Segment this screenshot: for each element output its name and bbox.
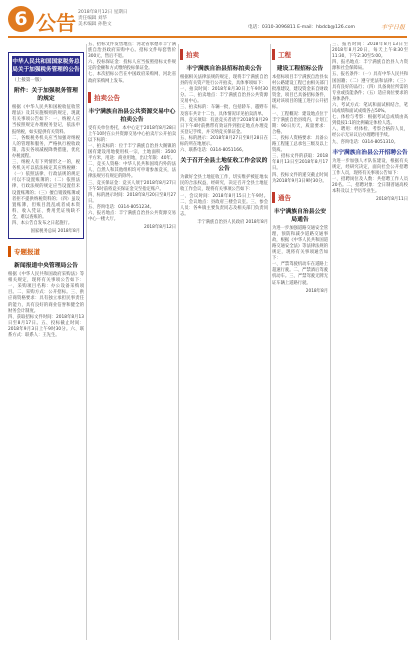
designer-credit: 美术编辑 孙艳文 (78, 22, 112, 27)
section-label: 工程 (272, 49, 294, 60)
paragraph: 四、获取招标文件时间：2018年8月13日至8月17日。五、投标截止时间：2018年9月3日上午9时30分。六、联系方式：联系人：王先生。 (8, 314, 84, 339)
paragraph: 一、拍卖时间：2018年8月30日上午9时30分。二、拍卖地点：丰宁满族自治县公共资源交易中心。 (180, 87, 268, 105)
section-title: 新闻报道中央管理局公告 (14, 263, 78, 270)
column-1 (8, 42, 84, 642)
paragraph: 一、严禁驾驶机动车在道路上超速行驶。二、严禁酒后驾驶机动车。三、严禁驾驶无牌无证车辆上道路行驶。 (272, 262, 328, 286)
column-5 (332, 42, 408, 642)
column-3 (180, 42, 268, 642)
paragraph: 六、考试方式：笔试和面试相结合，笔试成绩和面试成绩各占50%。 (332, 102, 408, 115)
article-title: 丰宁满族自治县公开招聘公告 (332, 149, 408, 156)
box-heading: 附件：关于加强税务管理的规定 (14, 88, 78, 103)
newspaper-logo: 丰宁日报 (380, 24, 405, 31)
paragraph: 为进一步加强道路交通安全管理，预防和减少道路交通事故，根据《中华人民共和国道路交通安全法》等法律法规的规定，现将有关事项通告如下： (272, 225, 328, 262)
paragraph: 本招标项目丰宁满族自治县农村公路建设工程已由相关部门批准建设，建设资金来自财政资金，项目已具备招标条件，现对该项目的施工进行公开招标。 (272, 75, 328, 111)
paragraph: 八、聘用：经体检、考察合格的人员，经公示无异议后办理聘用手续。 (332, 127, 408, 139)
page-title: 公告 (36, 11, 76, 35)
paragraph: 四、竞买须知：有意竞买者请于2018年8月29日下午4时前携带有效证件到指定地点办理竞买登记手续，并交纳竞买保证金。 (180, 117, 268, 135)
box-subtitle: （上接第一版） (12, 78, 45, 83)
box-title: 中华人民共和国国家税务总局关于加强税务管理的公告 (12, 56, 80, 76)
article-signature: 2018年8月11日 (375, 197, 408, 203)
paragraph: 为做好全县土地征收工作，切实维护被征地农民的合法权益，经研究，决定召开全县土地征收工作会议，现将有关事项公告如下： (180, 175, 268, 193)
paragraph: 一、会议时间：2018年8月15日上午9时。二、会议地点：县政府三楼会议室。三、参会人员：各乡镇主要负责同志及相关部门负责同志。 (180, 193, 268, 217)
paragraph: 二、各级税务机关应当加强对纳税人的管理和服务，严格执行税收政策，落实各项减税降费措施，优化办税流程。 (12, 135, 80, 159)
header-rule (8, 36, 407, 38)
issue-date: 2018年8月12日 星期日 (78, 10, 128, 15)
article-title: 关于召开全县土地征收工作会议的公告 (180, 158, 268, 173)
paragraph: 五、报名条件：（一）具有中华人民共和国国籍；（二）遵守宪法和法律；（三）具有良好的品行；（四）具备岗位所需的专业或技能条件；（五）适应岗位要求的身体条件。 (332, 72, 408, 102)
article-signature: 2018年8月 (305, 288, 328, 294)
section-label: 通告 (272, 192, 294, 203)
section-label: 拍卖 (180, 49, 202, 60)
article-title: 丰宁满族自治县招标拍卖公告 (186, 66, 262, 72)
page-header (0, 0, 415, 42)
paragraph: 一、招聘岗位及人数：共招聘工作人员20名。二、招聘对象：全日制普通高校本科及以上学历毕业生。 (332, 176, 408, 195)
paragraph: 六、投标保证金：投标人应当按照招标文件规定的金额和方式缴纳投标保证金。 (88, 60, 176, 72)
paragraph: 五、招标文件发售地点：河北省承德市丰宁满族自治县政府采购中心。招标文件每套售价300元，售后不退。 (88, 42, 176, 60)
column-2 (88, 42, 176, 642)
article-title: 丰宁满族自治县公共资源交易中心拍卖公告 (88, 108, 176, 123)
paragraph: 三、竞买保证金：竞买人须于2018年8月27日下午5时前将竞买保证金交至指定账户。 (88, 180, 176, 192)
article-title: 建设工程招标公告 (276, 66, 324, 72)
paragraph: 四、本公告自发布之日起施行。 (12, 220, 73, 226)
section-label: 专题报道 (8, 246, 43, 257)
paragraph: 二、竞买人资格：中华人民共和国境内外的法人、自然人和其他组织均可申请参加竞买，法律法规另有规定的除外。 (88, 162, 176, 180)
paragraph: 受有关单位委托，本中心定于2018年8月28日上午10时在公共资源交易中心拍卖厅公开拍卖以下标的： (88, 125, 176, 143)
article-signature: 2018年8月12日 (143, 225, 176, 231)
column-divider (330, 44, 331, 640)
paragraph: 三、纳税人有下列情形之一的，税务机关可以依法核定其应纳税额：（一）依照法律、行政法规的规定可以不设置账簿的；（二）依照法律、行政法规的规定应当设置但未设置账簿的；（三）擅自销毁账簿或者拒不提供纳税资料的；（四）虽设置账簿，但账目混乱或者成本资料、收入凭证、费用凭证残缺不全，难以查账的。 (12, 160, 80, 220)
paragraph: 根据相关法律法规的规定，现将丰宁满族自治县的有关资产进行公开拍卖，具体事项如下： (180, 75, 268, 87)
paragraph: 根据《中华人民共和国政府采购法》等相关规定，现将有关事项公告如下：一、采购项目名称：办公设备采购项目。二、采购方式：公开招标。三、供应商资格要求：具有独立承担民事责任的能力，具有良好的商业信誉和健全的财务会计制度。 (8, 272, 84, 314)
column-divider (86, 44, 87, 640)
paragraph: 七、体检与考察：根据考试总成绩由高到低按1:1的比例确定体检人选。 (332, 115, 408, 127)
paragraph: 七、本次招标公告在中国政府采购网、河北省政府采购网上发布。 (88, 72, 176, 84)
column-4 (272, 42, 328, 642)
paragraph: 六、联系电话：0314-8051166。 (180, 148, 246, 154)
paragraph: 一、拍卖标的：位于丰宁满族自治县大阁镇的国有建设用地使用权一宗，土地面积：3500平方米，用途：商业用地，出让年限：40年。 (88, 143, 176, 162)
article-signature: 丰宁满族自治县人民政府 2018年8月 (197, 219, 268, 225)
page-number: 6 (8, 6, 34, 32)
editor-credit: 责任编辑 刘华 (78, 16, 108, 21)
contact-info: 电话：0310-3096811 E-mail：hbdcb@126.com (248, 25, 355, 30)
paragraph: 四、标的展示时间：2018年8月20日至8月27日。 (88, 192, 176, 204)
paragraph: 四、报名地点：丰宁满族自治县人力资源和社会保障局。 (332, 60, 408, 72)
paragraph: 九、咨询电话：0314-8051310。 (332, 139, 398, 145)
paragraph: 一、工程概况：建设地点位于丰宁满族自治县境内，计划工期：90日历天，质量要求：合格。 (272, 111, 328, 135)
paragraph: 六、报名地点：丰宁满族自治县公共资源交易中心一楼大厅。 (88, 210, 176, 223)
paragraph: 五、标的展示：2018年8月27日至8月28日在标的所在地展示。 (180, 135, 268, 148)
paragraph: 四、投标文件的递交截止时间为2018年9月3日9时30分。 (272, 172, 328, 184)
article-title: 丰宁满族自治县公安局通告 (273, 208, 327, 223)
paragraph: 根据《中华人民共和国税收征收管理法》及其实施细则的规定，现就有关事项公告如下：一、纳税人应当按照规定办理税务登记，依法申报纳税，如实提供有关资料。 (12, 105, 80, 135)
box-signature: 国家税务总局 2018年8月 (30, 229, 80, 235)
column-divider (178, 44, 179, 640)
paragraph: 五、咨询电话：0314-8051234。 (88, 204, 154, 210)
column-divider (270, 44, 271, 640)
paragraph: 三、报名时间：2018年8月13日至2018年8月20日，每天上午8:30至11:30，下午2:30至5:00。 (332, 42, 408, 60)
paragraph: 三、拍卖标的：车辆一批，包括轿车、越野车及客车共计十二台，具体情况详见拍卖清单。 (180, 105, 268, 117)
paragraph: 二、投标人资格要求：具备公路工程施工总承包三级及以上资质。 (272, 135, 328, 154)
paragraph: 三、招标文件的获取：2018年8月13日至2018年8月17日。 (272, 154, 328, 172)
announcement-box (8, 52, 84, 239)
section-label: 拍卖公告 (88, 92, 123, 103)
paragraph: 为进一步加强人才队伍建设，根据有关规定，经研究决定，面向社会公开招聘工作人员，现将有关事项公告如下： (332, 158, 408, 176)
